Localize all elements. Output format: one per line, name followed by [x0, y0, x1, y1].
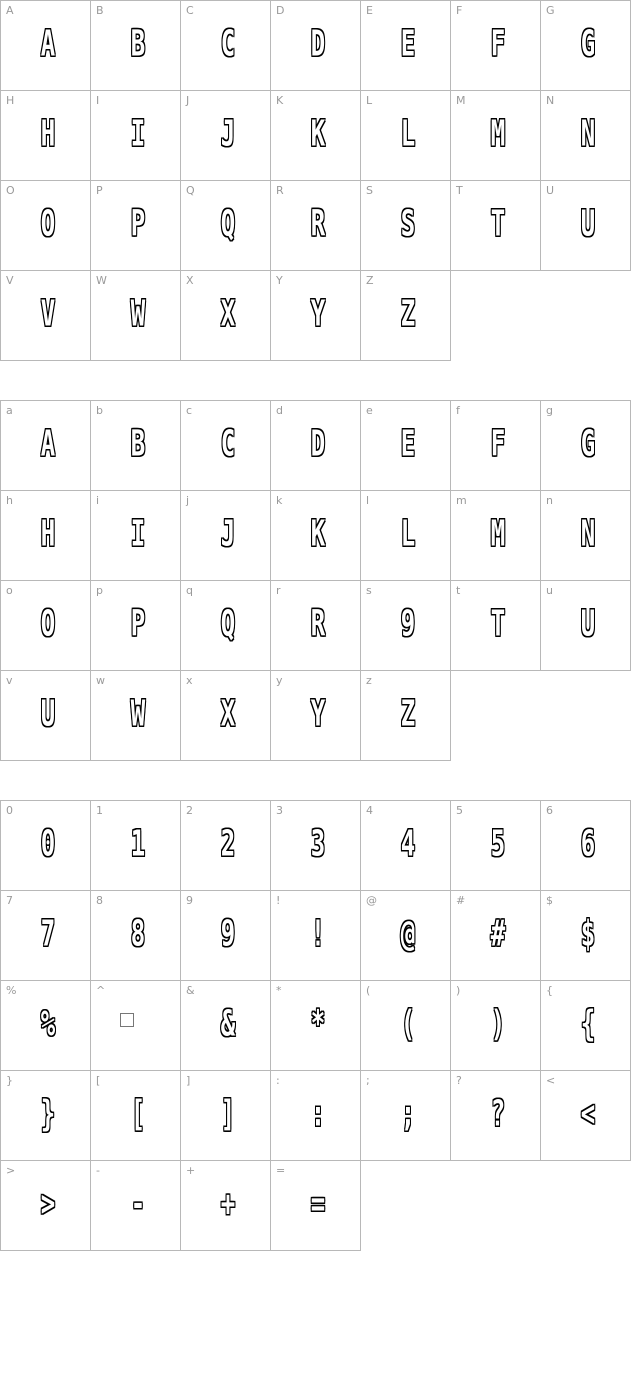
glyph-sample: [ [130, 1092, 146, 1135]
key-label: } [6, 1074, 13, 1087]
uppercase-grid [0, 0, 631, 361]
glyph-sample: ) [490, 1002, 506, 1045]
key-label: % [6, 984, 17, 997]
key-label: & [186, 984, 195, 997]
key-label: v [6, 674, 13, 687]
glyph-sample: 9 [400, 602, 416, 645]
key-label: > [6, 1164, 16, 1177]
key-label: T [456, 184, 463, 197]
glyph-sample: Z [400, 692, 416, 735]
key-label: h [6, 494, 13, 507]
glyph-cell [271, 1071, 361, 1161]
glyph-cell [361, 891, 451, 981]
glyph-cell [1, 581, 91, 671]
glyph-sample: G [580, 422, 596, 465]
key-label: c [186, 404, 193, 417]
key-label: D [276, 4, 285, 17]
key-label: k [276, 494, 283, 507]
glyph-cell [91, 891, 181, 981]
glyph-cell [361, 801, 451, 891]
symbols-grid [0, 800, 631, 1251]
glyph-cell [271, 1, 361, 91]
key-label: H [6, 94, 15, 107]
glyph-cell [451, 1, 541, 91]
glyph-sample: 2 [220, 822, 236, 865]
key-label: m [456, 494, 467, 507]
glyph-cell [451, 491, 541, 581]
key-label: = [276, 1164, 286, 1177]
key-label: U [546, 184, 555, 197]
key-label: G [546, 4, 555, 17]
glyph-sample: = [310, 1182, 326, 1225]
key-label: q [186, 584, 193, 597]
key-label: P [96, 184, 103, 197]
key-label: F [456, 4, 463, 17]
key-label: A [6, 4, 14, 17]
glyph-cell [361, 981, 451, 1071]
glyph-sample: 7 [40, 912, 56, 955]
key-label: W [96, 274, 107, 287]
glyph-sample: X [220, 292, 236, 335]
glyph-sample: F [490, 422, 506, 465]
key-label: 6 [546, 804, 553, 817]
key-label: - [96, 1164, 100, 1177]
key-label: 1 [96, 804, 103, 817]
glyph-cell [181, 981, 271, 1071]
glyph-cell [1, 491, 91, 581]
glyph-sample: 5 [490, 822, 506, 865]
glyph-cell [271, 1161, 361, 1251]
glyph-sample: D [310, 22, 326, 65]
glyph-sample: - [130, 1182, 146, 1225]
glyph-cell [1, 1161, 91, 1251]
glyph-sample: C [220, 22, 236, 65]
key-label: N [546, 94, 555, 107]
key-label: [ [96, 1074, 101, 1087]
glyph-sample: E [400, 22, 416, 65]
glyph-cell [271, 401, 361, 491]
glyph-sample: T [490, 602, 506, 645]
glyph-cell [271, 271, 361, 361]
key-label: f [456, 404, 460, 417]
glyph-sample: + [220, 1182, 236, 1225]
glyph-cell [1, 1, 91, 91]
glyph-sample: P [130, 602, 146, 645]
key-label: w [96, 674, 105, 687]
glyph-sample: J [220, 512, 236, 555]
glyph-cell [361, 91, 451, 181]
key-label: n [546, 494, 553, 507]
glyph-sample: Z [400, 292, 416, 335]
glyph-sample: W [130, 292, 146, 335]
glyph-cell [451, 91, 541, 181]
key-label: a [6, 404, 13, 417]
key-label: @ [366, 894, 377, 907]
glyph-sample: ? [490, 1092, 506, 1135]
key-label: s [366, 584, 372, 597]
glyph-sample: G [580, 22, 596, 65]
key-label: ? [456, 1074, 462, 1087]
key-label: : [276, 1074, 280, 1087]
key-label: R [276, 184, 284, 197]
glyph-sample: M [490, 512, 506, 555]
glyph-sample: V [40, 292, 56, 335]
glyph-cell [451, 981, 541, 1071]
key-label: S [366, 184, 373, 197]
glyph-cell [91, 801, 181, 891]
glyph-sample: 4 [400, 822, 416, 865]
glyph-cell [271, 891, 361, 981]
key-label: C [186, 4, 194, 17]
glyph-cell [91, 91, 181, 181]
glyph-sample: ( [400, 1002, 416, 1045]
glyph-sample: F [490, 22, 506, 65]
key-label: b [96, 404, 103, 417]
glyph-cell [541, 1071, 631, 1161]
glyph-cell [361, 181, 451, 271]
glyph-sample: 8 [130, 912, 146, 955]
glyph-cell [1, 1071, 91, 1161]
glyph-cell [271, 801, 361, 891]
glyph-sample: Y [310, 692, 326, 735]
glyph-sample: E [400, 422, 416, 465]
key-label: ! [276, 894, 281, 907]
key-label: 8 [96, 894, 103, 907]
key-label: e [366, 404, 373, 417]
glyph-cell [181, 181, 271, 271]
glyph-sample: M [490, 112, 506, 155]
glyph-sample: I [130, 512, 146, 555]
glyph-sample: O [40, 602, 56, 645]
glyph-cell [1, 981, 91, 1071]
key-label: o [6, 584, 13, 597]
glyph-cell [91, 491, 181, 581]
glyph-cell [181, 401, 271, 491]
glyph-sample: < [580, 1092, 596, 1135]
key-label: r [276, 584, 281, 597]
glyph-cell [91, 1071, 181, 1161]
glyph-cell [1, 271, 91, 361]
uppercase-section [0, 0, 640, 361]
key-label: # [456, 894, 466, 907]
glyph-sample: # [490, 912, 506, 955]
glyph-sample: { [580, 1002, 596, 1045]
glyph-cell [271, 491, 361, 581]
key-label: J [186, 94, 190, 107]
glyph-cell [451, 801, 541, 891]
key-label: ) [456, 984, 461, 997]
glyph-cell [361, 671, 451, 761]
glyph-sample: D [310, 422, 326, 465]
key-label: x [186, 674, 193, 687]
glyph-sample: I [130, 112, 146, 155]
key-label: l [366, 494, 370, 507]
glyph-cell [1, 401, 91, 491]
glyph-cell [541, 91, 631, 181]
key-label: i [96, 494, 100, 507]
glyph-sample: H [40, 512, 56, 555]
glyph-sample: H [40, 112, 56, 155]
glyph-sample: B [130, 22, 146, 65]
glyph-sample: $ [580, 912, 596, 955]
glyph-sample: > [40, 1182, 56, 1225]
glyph-cell [361, 271, 451, 361]
glyph-cell [91, 271, 181, 361]
glyph-sample: Y [310, 292, 326, 335]
glyph-sample: : [310, 1092, 326, 1135]
glyph-sample: O [40, 202, 56, 245]
glyph-sample: R [310, 602, 326, 645]
key-label: ( [366, 984, 371, 997]
glyph-sample: Q [220, 202, 236, 245]
glyph-sample: P [130, 202, 146, 245]
glyph-sample: ! [310, 912, 326, 955]
glyph-sample: 0 [40, 822, 56, 865]
key-label: ; [366, 1074, 370, 1087]
glyph-sample: L [400, 112, 416, 155]
glyph-cell [451, 401, 541, 491]
key-label: Q [186, 184, 195, 197]
glyph-cell [181, 271, 271, 361]
glyph-cell [541, 401, 631, 491]
glyph-sample: ] [220, 1092, 236, 1135]
glyph-cell [271, 91, 361, 181]
glyph-cell [271, 981, 361, 1071]
glyph-cell [541, 181, 631, 271]
key-label: 3 [276, 804, 283, 817]
glyph-cell [541, 491, 631, 581]
glyph-cell [451, 181, 541, 271]
key-label: I [96, 94, 100, 107]
glyph-sample: & [220, 1002, 236, 1045]
glyph-sample: N [580, 112, 596, 155]
key-label: 0 [6, 804, 13, 817]
lowercase-grid [0, 400, 631, 761]
glyph-cell [91, 1161, 181, 1251]
key-label: V [6, 274, 14, 287]
glyph-sample: U [580, 602, 596, 645]
glyph-cell [1, 891, 91, 981]
glyph-cell [361, 581, 451, 671]
key-label: Y [276, 274, 283, 287]
glyph-cell [271, 181, 361, 271]
glyph-cell [361, 1, 451, 91]
glyph-cell [271, 671, 361, 761]
glyph-cell [181, 491, 271, 581]
glyph-sample: 3 [310, 822, 326, 865]
glyph-cell [181, 91, 271, 181]
glyph-sample: K [310, 112, 326, 155]
key-label: y [276, 674, 283, 687]
glyph-cell [361, 491, 451, 581]
glyph-cell [1, 801, 91, 891]
glyph-cell [181, 1071, 271, 1161]
glyph-sample: T [490, 202, 506, 245]
key-label: < [546, 1074, 556, 1087]
glyph-cell [1, 181, 91, 271]
glyph-cell [451, 891, 541, 981]
glyph-sample: 6 [580, 822, 596, 865]
key-label: K [276, 94, 284, 107]
glyph-sample: % [40, 1002, 56, 1045]
key-label: t [456, 584, 461, 597]
glyph-sample: C [220, 422, 236, 465]
key-label: 2 [186, 804, 193, 817]
symbols-section [0, 800, 640, 1251]
glyph-sample: S [400, 202, 416, 245]
key-label: X [186, 274, 194, 287]
key-label: { [546, 984, 553, 997]
glyph-sample: @ [400, 912, 416, 955]
glyph-sample: B [130, 422, 146, 465]
glyph-sample: 1 [130, 822, 146, 865]
key-label: 7 [6, 894, 13, 907]
glyph-sample: * [310, 1002, 326, 1045]
missing-glyph-box [120, 1013, 134, 1027]
glyph-cell [1, 91, 91, 181]
lowercase-section [0, 400, 640, 761]
key-label: L [366, 94, 373, 107]
key-label: g [546, 404, 553, 417]
key-label: Z [366, 274, 374, 287]
key-label: $ [546, 894, 553, 907]
glyph-cell [91, 1, 181, 91]
glyph-sample: Q [220, 602, 236, 645]
glyph-sample: N [580, 512, 596, 555]
glyph-cell [541, 981, 631, 1071]
key-label: u [546, 584, 553, 597]
key-label: B [96, 4, 104, 17]
key-label: * [276, 984, 282, 997]
glyph-cell [541, 891, 631, 981]
glyph-cell [451, 581, 541, 671]
key-label: ^ [96, 984, 106, 997]
glyph-sample: R [310, 202, 326, 245]
key-label: ] [186, 1074, 191, 1087]
glyph-cell [91, 181, 181, 271]
glyph-sample: A [40, 422, 56, 465]
glyph-cell [181, 1, 271, 91]
key-label: M [456, 94, 466, 107]
glyph-sample: } [40, 1092, 56, 1135]
glyph-cell [361, 1071, 451, 1161]
glyph-sample: W [130, 692, 146, 735]
glyph-sample: L [400, 512, 416, 555]
glyph-cell [451, 1071, 541, 1161]
glyph-cell [91, 981, 181, 1071]
key-label: d [276, 404, 283, 417]
glyph-sample: 9 [220, 912, 236, 955]
glyph-cell [91, 671, 181, 761]
glyph-cell [181, 891, 271, 981]
glyph-sample: U [40, 692, 56, 735]
glyph-cell [541, 581, 631, 671]
glyph-cell [181, 1161, 271, 1251]
glyph-sample: ; [400, 1092, 416, 1135]
key-label: 9 [186, 894, 193, 907]
key-label: E [366, 4, 373, 17]
glyph-cell [541, 1, 631, 91]
key-label: j [186, 494, 190, 507]
glyph-cell [1, 671, 91, 761]
glyph-sample: X [220, 692, 236, 735]
glyph-cell [541, 801, 631, 891]
glyph-cell [181, 671, 271, 761]
glyph-cell [91, 581, 181, 671]
glyph-sample: U [580, 202, 596, 245]
glyph-cell [91, 401, 181, 491]
key-label: + [186, 1164, 196, 1177]
key-label: 5 [456, 804, 463, 817]
glyph-sample: K [310, 512, 326, 555]
glyph-sample: A [40, 22, 56, 65]
glyph-cell [361, 401, 451, 491]
key-label: z [366, 674, 372, 687]
key-label: O [6, 184, 15, 197]
glyph-cell [181, 801, 271, 891]
glyph-sample: J [220, 112, 236, 155]
glyph-cell [271, 581, 361, 671]
key-label: p [96, 584, 103, 597]
key-label: 4 [366, 804, 373, 817]
glyph-cell [181, 581, 271, 671]
